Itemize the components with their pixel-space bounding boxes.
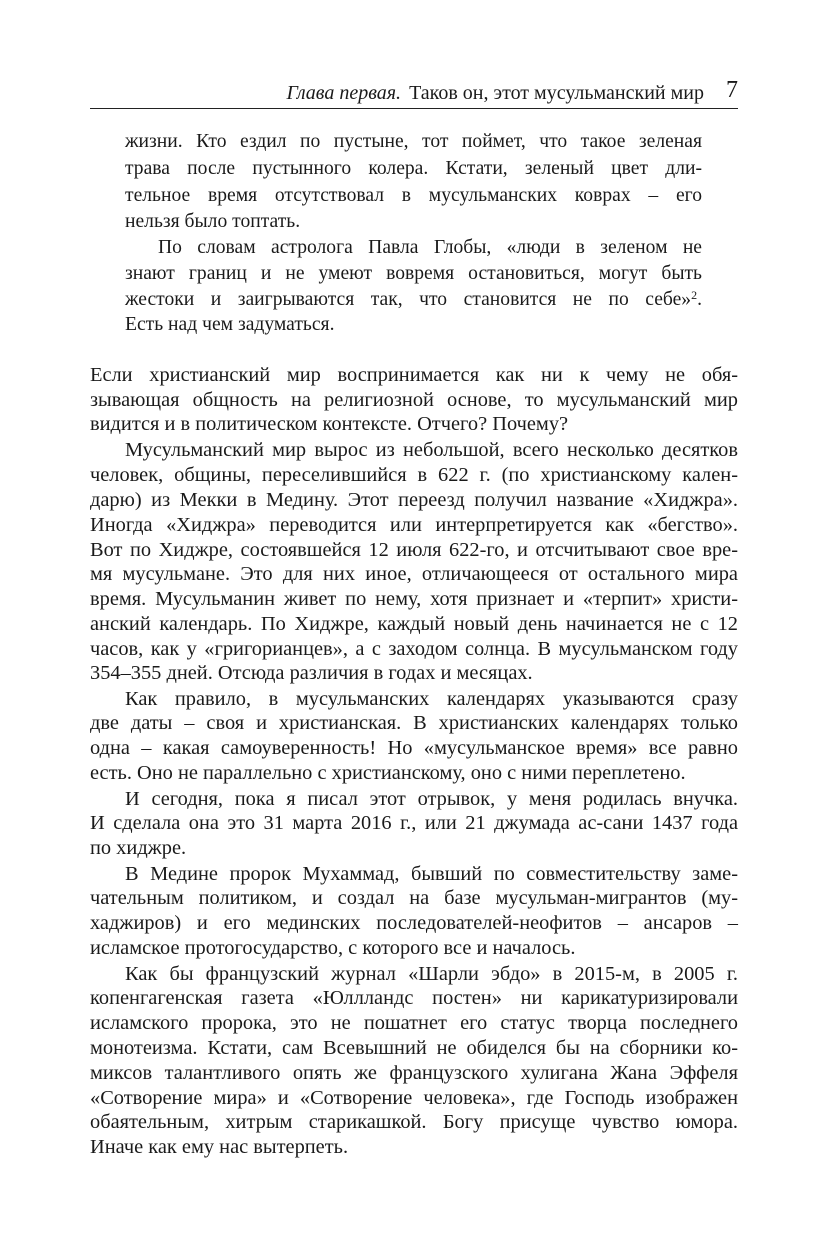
body-line: Иначе как ему нас вытерпеть. [90,1136,349,1158]
body-line: хаджиров) и его мединских последователей-неофитов – ансаров – [90,912,738,934]
body-line: зывающая общность на религиозной основе, то мусульманский мир [90,389,738,411]
body-line: И сделала она это 31 марта 2016 г., или 21 джумада ас-сани 1437 года [90,812,738,834]
body-line: анский календарь. По Хиджре, каждый новый день начинается не с 12 [90,613,738,635]
body-line: И сегодня, пока я писал этот отрывок, у меня родилась внучка. [125,788,738,810]
body-line: «Сотворение мира» и «Сотворение человека», где Господь изображен [90,1087,738,1109]
body-line: одна – какая самоуверенность! Но «мусульманское время» все равно [90,737,738,759]
body-line: миксов талантливого опять же французского хулигана Жана Эффеля [90,1062,738,1084]
quote-line: Есть над чем задуматься. [125,314,335,335]
quote-line: жизни. Кто ездил по пустыне, тот поймет, что такое зеленая [125,131,702,152]
running-head [90,78,738,109]
quote-line [125,286,702,314]
page-number: 7 [726,77,738,103]
quote-line: По словам астролога Павла Глобы, «люди в зеленом не [158,237,702,258]
body-line: копенгагенская газета «Юллландс постен» ни карикатуризировали [90,987,738,1009]
quote-line: нельзя было топтать. [125,211,301,232]
body-line: есть. Оно не параллельно с христианскому, оно с ними переплетено. [90,762,686,784]
body-line: Вот по Хиджре, состоявшейся 12 июля 622-го, и отсчитывают свое вре- [90,539,738,561]
quote-line: трава после пустынного колера. Кстати, зеленый цвет дли- [125,158,702,179]
chapter-label: Глава первая. [286,82,402,104]
body-line: часов, как у «григорианцев», а с заходом солнца. В мусульманском году [90,638,738,660]
body-line: две даты – своя и христианская. В христианских календарях только [90,712,738,734]
chapter-title: Таков он, этот мусульманский мир [409,82,704,104]
quote-line: знают границ и не умеют вовремя остановиться, могут быть [125,263,702,284]
body-line: Иногда «Хиджра» переводится или интерпретируется как «бегство». [90,514,738,536]
quote-line-text: жестоки и заигрываются так, что становится не по себе» [125,289,692,310]
body-line: время. Мусульманин живет по нему, хотя признает и «терпит» христи- [90,588,738,610]
body-line: Мусульманский мир вырос из небольшой, всего несколько десятков [125,439,738,461]
body-line: видится и в политическом контексте. Отчего? Почему? [90,413,569,435]
body-line: обаятельным, хитрым старикашкой. Богу присуще чувство юмора. [90,1111,738,1133]
quote-line: тельное время отсутствовал в мусульманских коврах – его [125,185,702,206]
body-line: 354–355 дней. Отсюда различия в годах и месяцах. [90,662,533,684]
body-line: по хиджре. [90,837,187,859]
body-line: мя мусульмане. Это для них иное, отличающееся от остального мира [90,563,738,585]
running-head-text [287,78,704,108]
body-line: человек, общины, переселившийся в 622 г. (по христианскому кален- [90,464,738,486]
footnote-marker: 2 [691,288,698,302]
body-line: В Медине пророк Мухаммад, бывший по совместительству заме- [125,863,738,885]
body-line: монотеизма. Кстати, сам Всевышний не обиделся бы на сборники ко- [90,1037,738,1059]
body-line: Если христианский мир воспринимается как ни к чему не обя- [90,364,738,386]
body-line: Как бы французский журнал «Шарли эбдо» в 2015-м, в 2005 г. [125,963,738,985]
body-line: исламского пророка, это не пошатнет его статус творца последнего [90,1012,738,1034]
body-line: дарю) из Мекки в Медину. Этот переезд получил название «Хиджра». [90,489,738,511]
body-line: исламское протогосударство, с которого все и началось. [90,937,576,959]
body-line: Как правило, в мусульманских календарях указываются сразу [125,688,738,710]
footnote-trailing-punctuation: . [697,289,702,310]
body-line: чательным политиком, и создал на базе мусульман-мигрантов (му- [90,887,738,909]
